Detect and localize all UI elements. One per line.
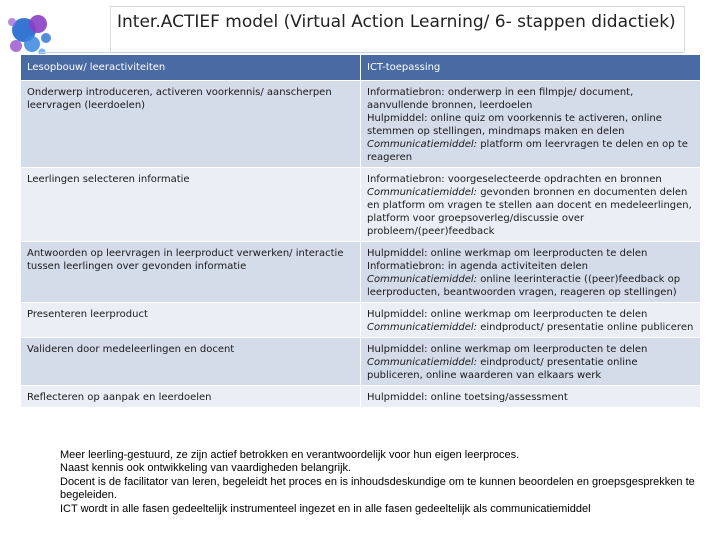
ict-line-text: Informatiebron: voorgeselecteerde opdrachten en bronnen — [367, 174, 662, 185]
page-title: Inter.ACTIEF model (Virtual Action Learning/ 6- stappen didactiek) — [117, 12, 676, 32]
ict-application-cell — [361, 81, 701, 168]
lesson-activity-cell: Presenteren leerproduct — [21, 303, 361, 338]
table-row — [21, 303, 701, 338]
ict-line — [367, 138, 694, 164]
ict-line — [367, 112, 694, 138]
lesson-activity-cell: Onderwerp introduceren, activeren voorkennis/ aanscherpen leervragen (leerdoelen) — [21, 81, 361, 168]
ict-line-text: eindproduct/ presentatie online publiceren, online waarderen van elkaars werk — [367, 357, 638, 381]
ict-line-text: Hulpmiddel: online toetsing/assessment — [367, 392, 568, 403]
ict-line — [367, 173, 694, 186]
ict-line-text: eindproduct/ presentatie online publiceren — [477, 322, 694, 333]
title-divider — [40, 52, 684, 53]
ict-line-label: Communicatiemiddel: — [367, 274, 478, 285]
ict-line-text: online leerinteractie ((peer)feedback op leerproducten, beantwoorden vragen, reageren op stellingen) — [367, 274, 681, 298]
ict-line — [367, 343, 694, 356]
ict-application-cell — [361, 168, 701, 242]
ict-line — [367, 273, 694, 299]
note-line: ICT wordt in alle fasen gedeeltelijk instrumenteel ingezet en in alle fasen gedeeltelijk als communicatiemiddel — [60, 502, 591, 515]
table-row — [21, 338, 701, 386]
ict-line — [367, 247, 694, 260]
ict-line-text: platform om leervragen te delen en op te reageren — [367, 139, 688, 163]
ict-line-label: Communicatiemiddel: — [367, 187, 478, 198]
table-row — [21, 81, 701, 168]
table-header-row — [21, 55, 701, 81]
ict-line-label: Communicatiemiddel: — [367, 322, 478, 333]
lesson-activity-cell: Valideren door medeleerlingen en docent — [21, 338, 361, 386]
ict-line-text: Informatiebron: in agenda activiteiten delen — [367, 261, 588, 272]
ict-line-text: Hulpmiddel: online werkmap om leerproducten te delen — [367, 248, 648, 259]
ict-line — [367, 321, 694, 334]
ict-line-label: Communicatiemiddel: — [367, 357, 478, 368]
ict-application-cell — [361, 386, 701, 408]
ict-application-cell — [361, 303, 701, 338]
lesson-activity-cell: Reflecteren op aanpak en leerdoelen — [21, 386, 361, 408]
ict-application-cell — [361, 242, 701, 303]
ict-line — [367, 86, 694, 112]
lesson-activity-cell: Antwoorden op leervragen in leerproduct verwerken/ interactie tussen leerlingen over gevonden informatie — [21, 242, 361, 303]
ict-line-text: Hulpmiddel: online werkmap om leerproducten te delen — [367, 344, 648, 355]
ict-line — [367, 260, 694, 273]
ict-line-text: gevonden bronnen en documenten delen en platform om vragen te stellen aan docent en medeleerlingen, platform voor groepsoverleg/discussie over probleem/(peer)feedback — [367, 187, 692, 237]
ict-line — [367, 186, 694, 238]
table-row — [21, 242, 701, 303]
note-line: Naast kennis ook ontwikkeling van vaardigheden belangrijk. — [60, 462, 352, 475]
ict-line-text: Hulpmiddel: online werkmap om leerproducten te delen — [367, 309, 648, 320]
ict-line-label: Communicatiemiddel: — [367, 139, 478, 150]
ict-line — [367, 308, 694, 321]
ict-line-text: Hulpmiddel: online quiz om voorkennis te activeren, online stemmen op stellingen, mindmaps maken en delen — [367, 113, 662, 137]
ict-application-cell — [361, 338, 701, 386]
column-header-lesopbouw: Lesopbouw/ leeractiviteiten — [21, 55, 361, 81]
column-header-ict: ICT-toepassing — [361, 55, 701, 81]
table-row — [21, 168, 701, 242]
lesson-activity-cell: Leerlingen selecteren informatie — [21, 168, 361, 242]
notes-block — [60, 449, 700, 516]
model-table — [20, 54, 701, 408]
note-line: Docent is de facilitator van leren, begeleidt het proces en is inhoudsdeskundige om te kunnen beoordelen en groepsgesprekken te begeleiden. — [60, 475, 695, 502]
table-row — [21, 386, 701, 408]
ict-line-text: Informatiebron: onderwerp in een filmpje/ document, aanvullende bronnen, leerdoelen — [367, 87, 634, 111]
ict-line — [367, 356, 694, 382]
ict-line — [367, 391, 694, 404]
note-line: Meer leerling-gestuurd, ze zijn actief betrokken en verantwoordelijk voor hun eigen leerproces. — [60, 449, 520, 461]
